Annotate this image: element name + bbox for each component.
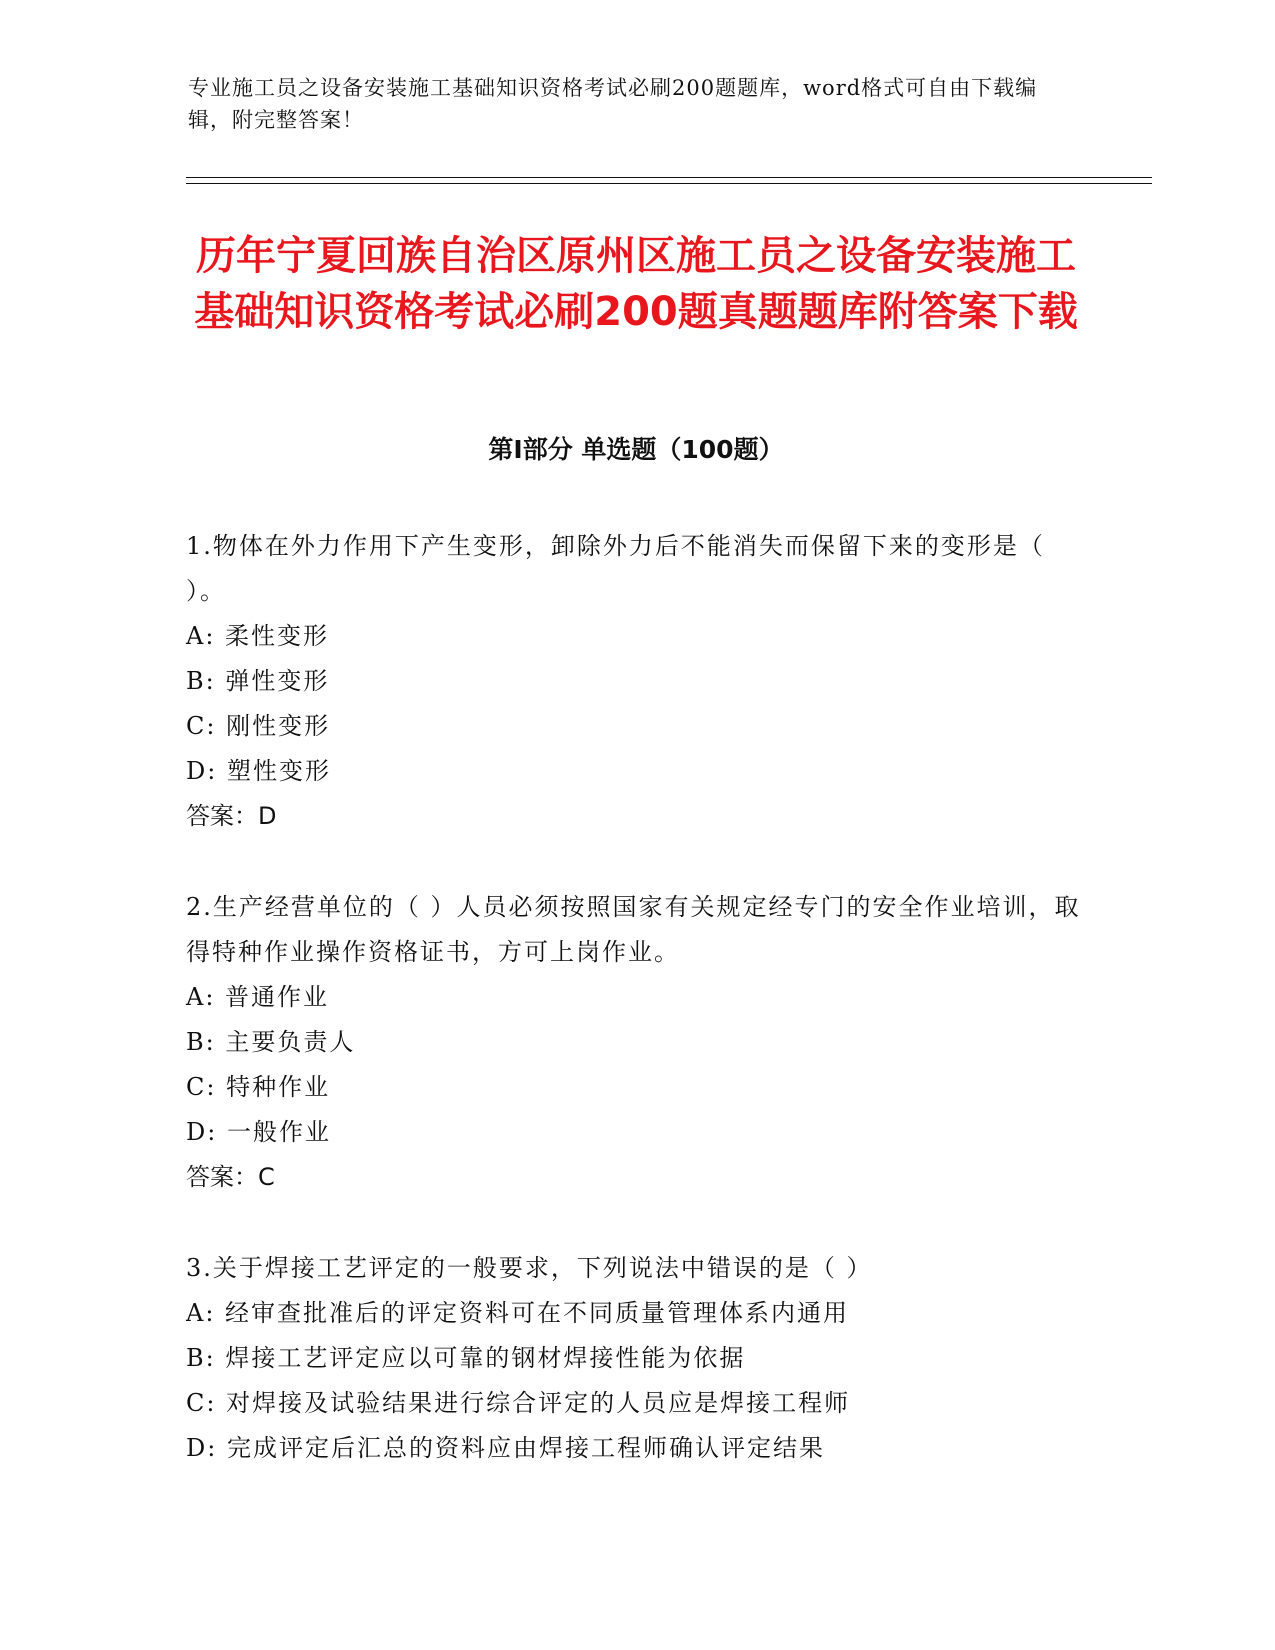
answer-line: 答案：C: [186, 1163, 275, 1191]
question-stem: 2.生产经营单位的（ ）人员必须按照国家有关规定经专门的安全作业培训，取得特种作业操作资格证书，方可上岗作业。: [186, 893, 1081, 966]
option-c: C: 对焊接及试验结果进行综合评定的人员应是焊接工程师: [186, 1389, 851, 1417]
question-1: [186, 524, 1086, 839]
question-stem: 3.关于焊接工艺评定的一般要求，下列说法中错误的是（ ）: [186, 1254, 873, 1282]
option-b: B: 弹性变形: [186, 667, 330, 695]
header-divider-bottom: [186, 183, 1152, 184]
question-2: [186, 885, 1086, 1200]
header-divider-top: [186, 177, 1152, 178]
option-d: D: 塑性变形: [186, 757, 331, 785]
option-b: B: 主要负责人: [186, 1028, 356, 1056]
header-note: 专业施工员之设备安装施工基础知识资格考试必刷200题题库，word格式可自由下载编辑，附完整答案！: [188, 76, 1038, 132]
option-d: D: 完成评定后汇总的资料应由焊接工程师确认评定结果: [186, 1434, 825, 1462]
question-list: [186, 524, 1086, 1517]
option-a: A: 普通作业: [186, 983, 330, 1011]
option-b: B: 焊接工艺评定应以可靠的钢材焊接性能为依据: [186, 1344, 746, 1372]
question-3: [186, 1246, 1086, 1471]
option-c: C: 刚性变形: [186, 712, 331, 740]
option-a: A: 经审查批准后的评定资料可在不同质量管理体系内通用: [186, 1299, 850, 1327]
option-c: C: 特种作业: [186, 1073, 331, 1101]
section-title: 第I部分 单选题（100题）: [488, 435, 784, 464]
document-title: 历年宁夏回族自治区原州区施工员之设备安装施工基础知识资格考试必刷200题真题题库附答案下载: [194, 233, 1078, 335]
option-d: D: 一般作业: [186, 1118, 331, 1146]
option-a: A: 柔性变形: [186, 622, 330, 650]
question-stem: 1.物体在外力作用下产生变形，卸除外力后不能消失而保留下来的变形是（ ）。: [186, 532, 1045, 605]
answer-line: 答案：D: [186, 802, 277, 830]
